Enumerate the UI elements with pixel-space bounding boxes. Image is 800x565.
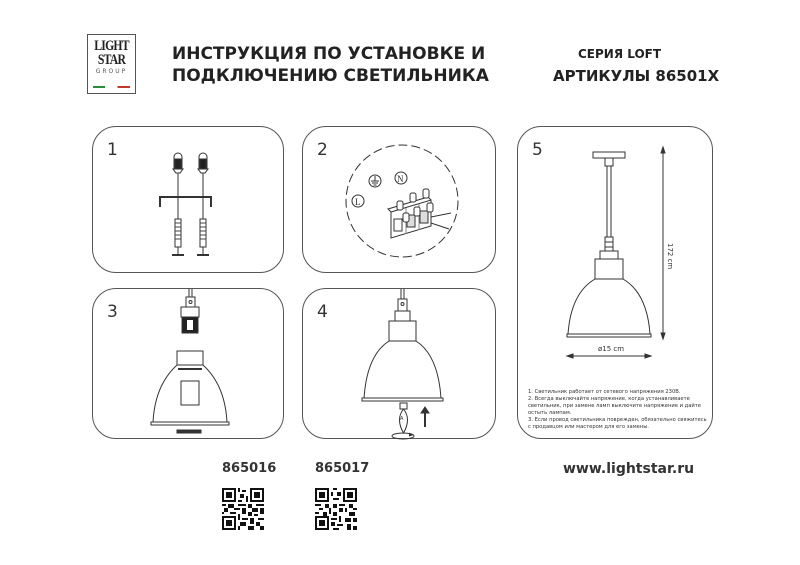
logo-line-1: LIGHT xyxy=(94,38,129,54)
step-number: 5 xyxy=(532,140,543,160)
step-panel-3 xyxy=(92,288,284,439)
lightstar-logo xyxy=(87,34,136,94)
terminal-block-icon xyxy=(303,127,497,274)
svg-text:N: N xyxy=(397,174,404,184)
note-1: 1. Светильник работает от сетевого напряжения 230В. xyxy=(528,389,681,395)
step-number: 4 xyxy=(317,302,328,322)
step-panel-1 xyxy=(92,126,284,273)
note-2: 2. Всегда выключайте напряжение, когда устанавливаете светильник, при замене ламп выключите напряжение и дайте остыть лампам. xyxy=(528,396,701,416)
svg-text:A: A xyxy=(400,416,404,422)
width-dimension-label: ø15 cm xyxy=(598,345,625,353)
italian-flag-stripe xyxy=(93,86,130,88)
qr-code-1[interactable] xyxy=(222,488,264,530)
series-label: СЕРИЯ LOFT xyxy=(578,47,662,61)
logo-line-3: GROUP xyxy=(95,68,128,75)
bulb-install-icon xyxy=(303,289,497,440)
step-panel-5 xyxy=(517,126,713,439)
article-code-2: 865017 xyxy=(315,461,370,476)
logo-line-2: STAR xyxy=(97,52,126,68)
title-line-2: ПОДКЛЮЧЕНИЮ СВЕТИЛЬНИКА xyxy=(172,66,489,86)
svg-text:L: L xyxy=(355,197,361,207)
note-3: 3. Если провод светильника поврежден, обязательно свяжитесь с продавцом или мастером для его замены. xyxy=(528,417,707,430)
article-code-1: 865016 xyxy=(222,461,277,476)
articles-label: АРТИКУЛЫ 86501X xyxy=(553,67,720,85)
step-number: 3 xyxy=(107,302,118,322)
page-title xyxy=(172,43,489,87)
step-panel-4 xyxy=(302,288,496,439)
website-link[interactable]: www.lightstar.ru xyxy=(563,461,695,477)
mounting-bracket-icon xyxy=(93,127,285,274)
step-number: 2 xyxy=(317,140,328,160)
height-dimension-label: 172 cm xyxy=(666,243,674,270)
title-line-1: ИНСТРУКЦИЯ ПО УСТАНОВКЕ И xyxy=(172,44,486,64)
step-panel-2 xyxy=(302,126,496,273)
safety-notes xyxy=(528,389,708,431)
qr-code-2[interactable] xyxy=(315,488,357,530)
step-number: 1 xyxy=(107,140,118,160)
shade-attach-icon xyxy=(93,289,285,440)
